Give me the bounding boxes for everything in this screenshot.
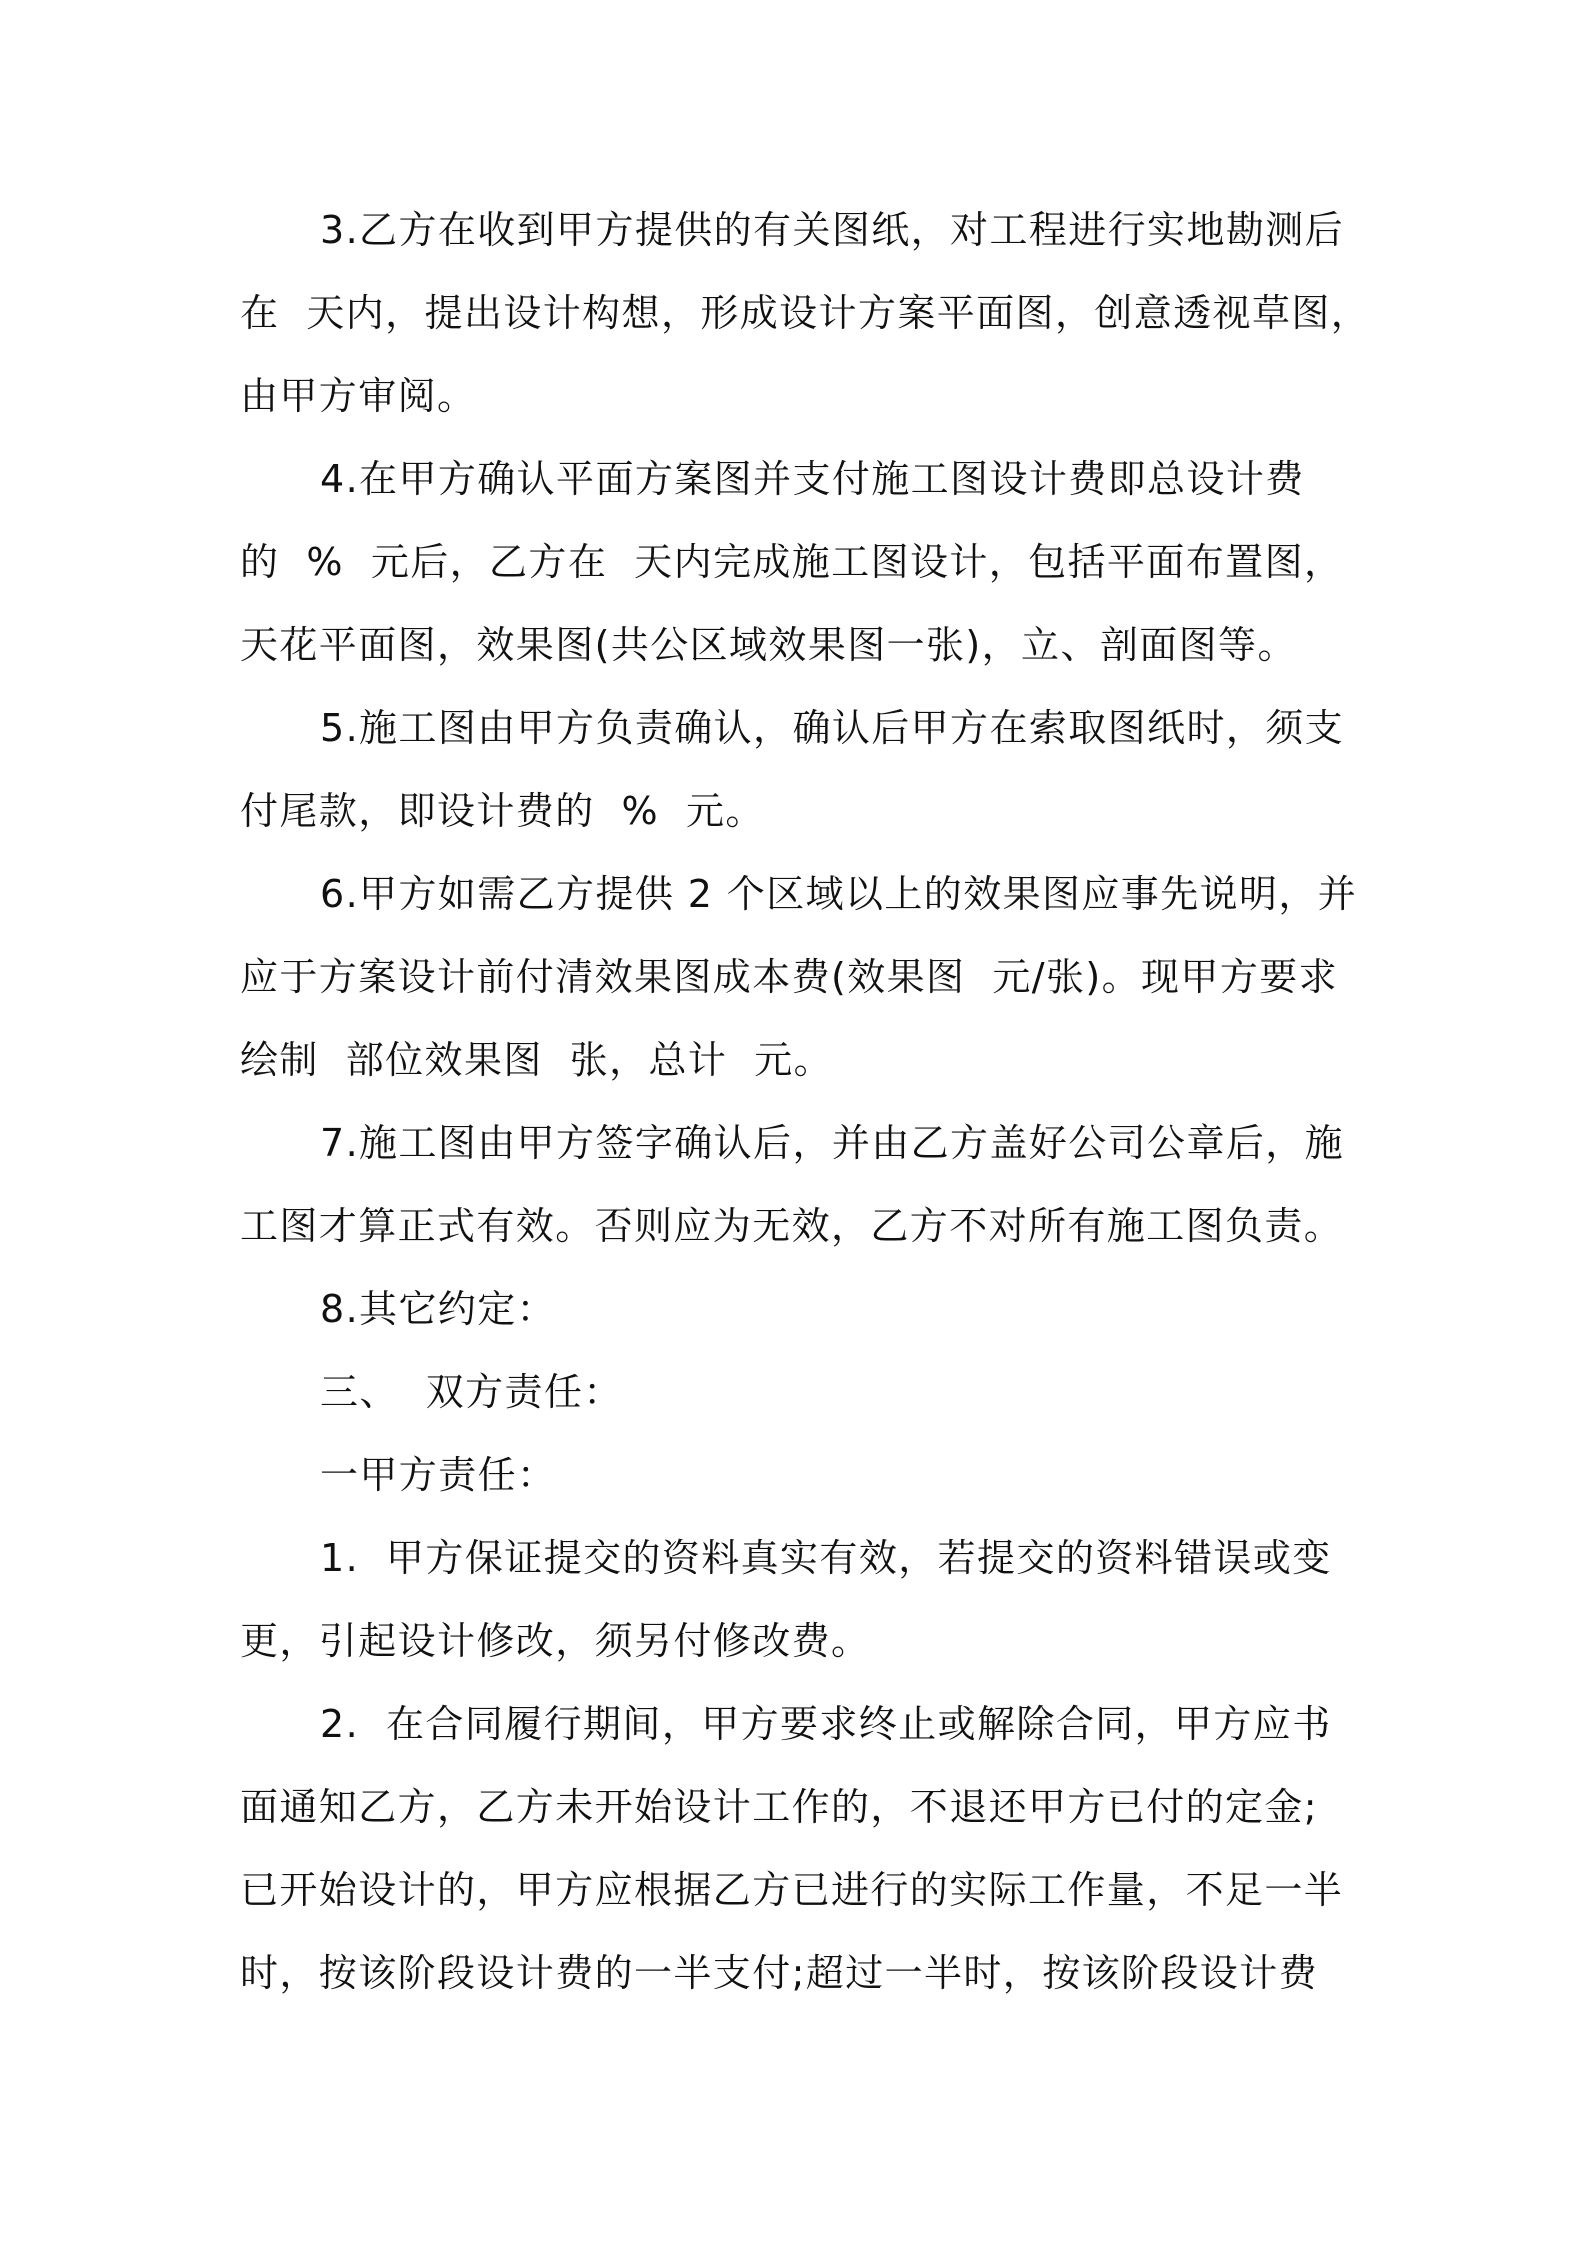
paragraph-3-line-2: 在 天内，提出设计构想，形成设计方案平面图，创意透视草图， xyxy=(240,291,1371,335)
paragraph-6-line-3: 绘制 部位效果图 张，总计 元。 xyxy=(240,1038,834,1082)
paragraph-7-line-1: 7.施工图由甲方签字确认后，并由乙方盖好公司公章后，施 xyxy=(320,1121,1345,1165)
clause-2-line-3: 已开始设计的，甲方应根据乙方已进行的实际工作量，不足一半 xyxy=(240,1868,1344,1912)
paragraph-4-line-2: 的 % 元后，乙方在 天内完成施工图设计，包括平面布置图， xyxy=(240,540,1344,584)
section-heading-responsibilities: 三、 双方责任： xyxy=(320,1370,623,1414)
paragraph-3-line-3: 由甲方审阅。 xyxy=(240,374,477,418)
clause-2-line-2: 面通知乙方，乙方未开始设计工作的，不退还甲方已付的定金; xyxy=(240,1785,1319,1829)
paragraph-5-line-2: 付尾款，即设计费的 % 元。 xyxy=(240,789,765,833)
paragraph-7-line-2: 工图才算正式有效。否则应为无效，乙方不对所有施工图负责。 xyxy=(240,1204,1344,1248)
paragraph-5-line-1: 5.施工图由甲方负责确认，确认后甲方在索取图纸时，须支 xyxy=(320,706,1345,750)
clause-1-line-1: 1. 甲方保证提交的资料真实有效，若提交的资料错误或变 xyxy=(320,1536,1332,1580)
paragraph-3-line-1: 3.乙方在收到甲方提供的有关图纸，对工程进行实地勘测后 xyxy=(320,208,1345,252)
clause-2-line-4: 时，按该阶段设计费的一半支付;超过一半时，按该阶段设计费 xyxy=(240,1951,1319,1995)
paragraph-6-line-1: 6.甲方如需乙方提供 2 个区域以上的效果图应事先说明，并 xyxy=(320,872,1358,916)
clause-2-line-1: 2. 在合同履行期间，甲方要求终止或解除合同，甲方应书 xyxy=(320,1702,1332,1746)
clause-1-line-2: 更，引起设计修改，须另付修改费。 xyxy=(240,1619,871,1663)
paragraph-6-line-2: 应于方案设计前付清效果图成本费(效果图 元/张)。现甲方要求 xyxy=(240,955,1339,999)
subheading-party-a-responsibilities: 一甲方责任： xyxy=(320,1453,557,1497)
paragraph-4-line-1: 4.在甲方确认平面方案图并支付施工图设计费即总设计费 xyxy=(320,457,1305,501)
paragraph-8: 8.其它约定： xyxy=(320,1287,557,1331)
paragraph-4-line-3: 天花平面图，效果图(共公区域效果图一张)，立、剖面图等。 xyxy=(240,623,1297,667)
